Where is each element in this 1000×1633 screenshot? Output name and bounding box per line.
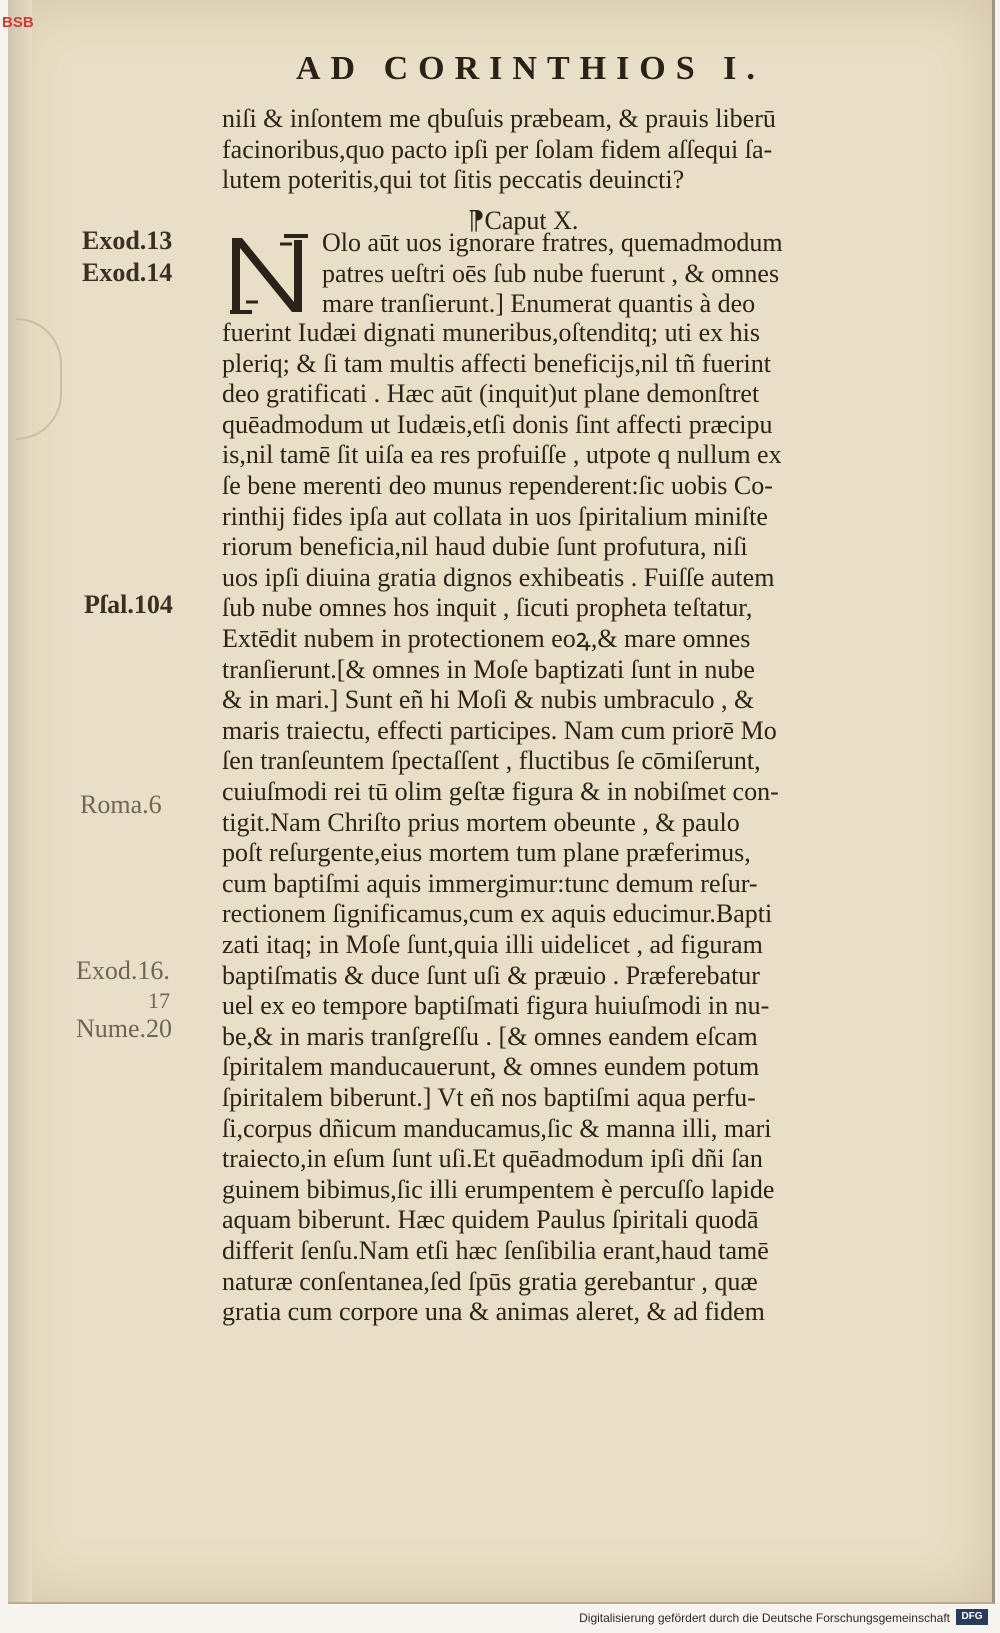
text-line: cuiuſmodi rei tū olim geſtæ figura & in nobiſmet con-: [222, 777, 779, 806]
text-line: zati itaq; in Moſe ſunt,quia illi uidelicet , ad figuram: [222, 930, 763, 959]
chapter-heading-text: Caput X.: [484, 206, 579, 235]
text-line: lutem poteritis,qui tot ſitis peccatis deuincti?: [222, 165, 685, 195]
text-line: ſpiritalem biberunt.] Vt eñ nos baptiſmi aqua perfu-: [222, 1083, 756, 1112]
paragraph-mark-icon: ⁋: [468, 206, 485, 235]
text-line: niſi & inſontem me qbuſuis præbeam, & prauis liberū: [222, 104, 776, 133]
margin-note: Exod.16.: [76, 956, 170, 985]
footer-credit: Digitalisierung gefördert durch die Deutsche Forschungsgemeinschaft: [579, 1611, 950, 1625]
text-line: traiecto,in eſum ſunt uſi.Et quēadmodum ipſi dñi ſan: [222, 1144, 763, 1174]
text-line: naturæ conſentanea,ſed ſpūs gratia gerebantur , quæ: [222, 1266, 758, 1296]
margin-note: Exod.14: [82, 258, 173, 287]
text-line: Extēdit nubem in protectionem eoꝝ,& mare omnes: [222, 624, 751, 653]
running-head: AD CORINTHIOS I.: [296, 50, 765, 87]
margin-note: 17: [148, 988, 170, 1013]
text-line: patres ueſtri oēs ſub nube fuerunt , & omnes: [322, 258, 780, 288]
text-line: be,& in maris tranſgreſſu . [& omnes eandem eſcam: [222, 1021, 758, 1051]
text-line: differit ſenſu.Nam etſi hæc ſenſibilia erant,haud tamē: [222, 1236, 769, 1265]
margin-note: Exod.13: [82, 226, 173, 255]
text-line: facinoribus,quo pacto ipſi per ſolam fidem aſſequi ſa-: [222, 134, 773, 164]
text-line: rectionem ſignificamus,cum ex aquis educimur.Bapti: [222, 899, 773, 929]
text-line: uel ex eo tempore baptiſmati figura huiuſmodi in nu-: [222, 991, 770, 1021]
text-line: guinem bibimus,ſic illi erumpentem è percuſſo lapide: [222, 1174, 775, 1204]
text-line: baptiſmatis & duce ſunt uſi & præuio . Præferebatur: [222, 960, 760, 990]
text-line: fuerint Iudæi dignati muneribus,oſtenditq; uti ex his: [222, 318, 760, 347]
text-line: tigit.Nam Chriſto prius mortem obeunte , & paulo: [222, 807, 740, 837]
text-line: quēadmodum ut Iudæis,etſi donis ſint affecti præcipu: [222, 409, 773, 439]
library-logo: BSB: [2, 14, 34, 31]
text-line: gratia cum corpore una & animas aleret, & ad fidem: [222, 1297, 765, 1327]
text-line: ſub nube omnes hos inquit , ſicuti propheta teſtatur,: [222, 593, 753, 623]
text-line: ſen tranſeuntem ſpectaſſent , fluctibus ſe cōmiſerunt,: [222, 746, 761, 776]
text-line: & in mari.] Sunt eñ hi Moſi & nubis umbraculo , &: [222, 685, 755, 715]
text-line: riorum beneficia,nil haud dubie ſunt profutura, niſi: [222, 532, 748, 562]
text-line: Olo aūt uos ignorare fratres, quemadmodum: [322, 228, 783, 257]
text-line: cum baptiſmi aquis immergimur:tunc demum reſur-: [222, 868, 758, 898]
text-line: pleriq; & ſi tam multis affecti beneficijs,nil tñ fuerint: [222, 348, 771, 378]
text-line: ſe bene merenti deo munus rependerent:ſic uobis Co-: [222, 471, 773, 500]
text-line: uos ipſi diuina gratia dignos exhibeatis . Fuiſſe autem: [222, 562, 775, 592]
dfg-logo: DFG: [956, 1609, 988, 1625]
margin-note: Pſal.104: [84, 590, 173, 619]
text-line: tranſierunt.[& omnes in Moſe baptizati ſunt in nube: [222, 654, 755, 684]
text-line: rinthij fides ipſa aut collata in uos ſpiritalium miniſte: [222, 501, 768, 531]
text-line: aquam biberunt. Hæc quidem Paulus ſpiritali quodā: [222, 1205, 759, 1235]
text-line: ſi,corpus dñicum manducamus,ſic & manna illi, mari: [222, 1113, 772, 1143]
text-line: mare tranſierunt.] Enumerat quantis à deo: [322, 289, 756, 319]
margin-note: Roma.6: [80, 790, 162, 819]
text-line: is,nil tamē ſit uiſa ea res profuiſſe , utpote q nullum ex: [222, 440, 782, 470]
margin-note: Nume.20: [76, 1014, 173, 1043]
text-line: poſt reſurgente,eius mortem tum plane præferimus,: [222, 838, 751, 868]
decorated-initial-n: [228, 232, 310, 316]
text-line: deo gratificati . Hæc aūt (inquit)ut plane demonſtret: [222, 379, 760, 409]
text-line: maris traiectu, effecti participes. Nam cum priorē Mo: [222, 715, 777, 745]
page-gutter: [8, 0, 32, 1602]
text-line: ſpiritalem manducauerunt, & omnes eundem potum: [222, 1052, 760, 1082]
